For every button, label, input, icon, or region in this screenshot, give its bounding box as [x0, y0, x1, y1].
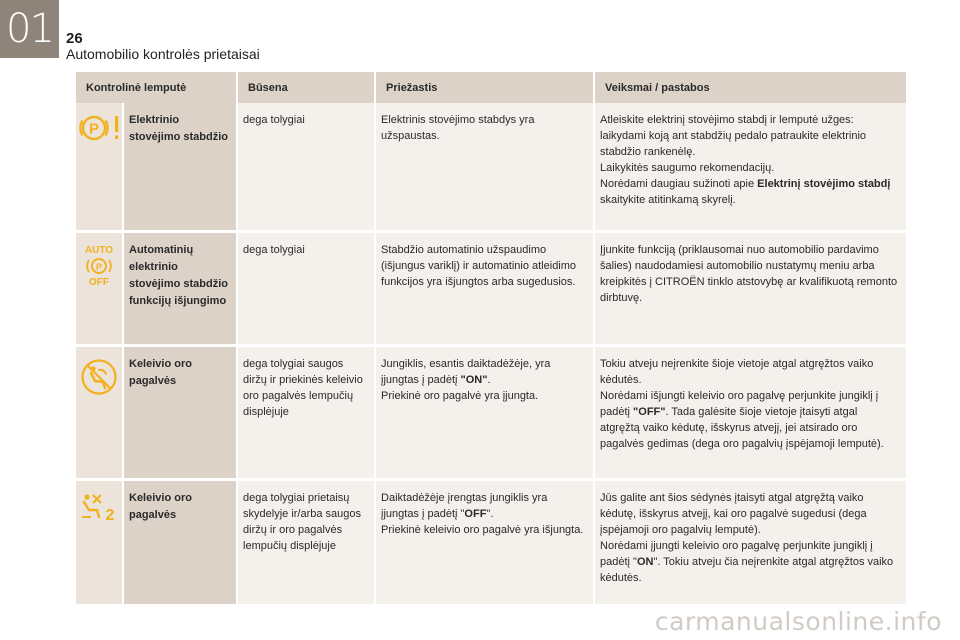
section-reference: Elektrinį stovėjimo stabdį	[757, 178, 891, 190]
cause-cell	[376, 481, 593, 607]
icon-cell	[76, 347, 122, 481]
action-cell: Įjunkite funkciją (priklausomai nuo automobilio pardavimo šalies) naudodamiesi automobilio nustatymų meniu arba kreipkitės į CITROËN tinklo atstovybę ar kvalifikuotą remonto dirbtuvę.	[595, 233, 906, 347]
cause-cell: Elektrinis stovėjimo stabdys yra užspaustas.	[376, 103, 593, 233]
header-warning-light: Kontrolinė lemputė	[76, 72, 236, 103]
icon-cell	[76, 233, 122, 347]
cause-line: Priekinė oro pagalvė yra įjungta.	[381, 390, 539, 402]
switch-position: "ON"	[460, 374, 488, 386]
table-header-row	[76, 72, 906, 103]
watermark: carmanualsonline.info	[654, 607, 942, 636]
icon-cell	[76, 481, 122, 607]
action-line: Atleiskite elektrinį stovėjimo stabdį ir lemputė užges: laikydami koją ant stabdžių pedalo patraukite elektrinio stabdžio rankenėlę.	[600, 114, 867, 158]
action-line: Jūs galite ant šios sėdynės įtaisyti atgal atgręžtą vaiko kėdutę, išskyrus atvejį, kai oro pagalvė sugedusi (dega įspėjamoji oro pagalvių lemputė).	[600, 492, 867, 536]
state-cell: dega tolygiai saugos diržų ir priekinės keleivio oro pagalvės lempučių displėjuje	[238, 347, 374, 481]
cause-line: Daiktadėžėje įrengtas jungiklis yra įjungtas į padėtį "OFF".	[381, 492, 548, 520]
table-row	[76, 103, 906, 233]
chapter-tab: 01	[0, 0, 59, 58]
action-cell	[595, 347, 906, 481]
table-row	[76, 347, 906, 481]
electric-parking-brake-icon	[78, 113, 122, 148]
action-cell	[595, 103, 906, 233]
svg-text:P: P	[88, 120, 100, 138]
cause-cell: Stabdžio automatinio užspaudimo (išjungus variklį) ir automatinio atleidimo funkcijos yra išjungtos arba sugedusios.	[376, 233, 593, 347]
cause-cell	[376, 347, 593, 481]
warning-light-name: Automatinių elektrinio stovėjimo stabdžio funkcijų išjungimo	[124, 233, 236, 347]
passenger-airbag-off-icon	[79, 357, 119, 402]
state-cell: dega tolygiai	[238, 233, 374, 347]
action-line: Tokiu atveju neįrenkite šioje vietoje atgal atgręžtos vaiko kėdutės.	[600, 358, 874, 386]
header-cause: Priežastis	[376, 72, 593, 103]
icon-cell	[76, 103, 122, 233]
switch-position: ON	[636, 556, 654, 568]
switch-position: OFF	[464, 508, 487, 520]
table-row	[76, 233, 906, 347]
warning-lights-table	[74, 72, 908, 607]
action-line: Norėdami įjungti keleivio oro pagalvę perjunkite jungiklį į padėtį "ON". Tokiu atveju čia neįrenkite atgal atgręžtos vaiko kėdutės.	[600, 540, 894, 584]
table-row	[76, 481, 906, 607]
cause-line: Jungiklis, esantis daiktadėžėje, yra įjungtas į padėtį "ON".	[381, 358, 551, 386]
off-icon-label: OFF	[89, 277, 109, 287]
passenger-airbag-deactivated-icon	[79, 491, 119, 528]
warning-light-name: Keleivio oro pagalvės	[124, 481, 236, 607]
auto-icon-label: AUTO	[84, 245, 114, 256]
action-line: Norėdami daugiau sužinoti apie Elektrinį stovėjimo stabdį skaitykite atitinkamą skyrelį.	[600, 178, 891, 206]
auto-off-icon	[79, 243, 119, 292]
page-number: 26	[66, 30, 83, 47]
cause-line: Priekinė keleivio oro pagalvė yra išjungta.	[381, 524, 584, 536]
state-cell: dega tolygiai	[238, 103, 374, 233]
state-cell: dega tolygiai prietaisų skydelyje ir/arba saugos diržų ir oro pagalvės lempučių displėjuje	[238, 481, 374, 607]
action-line: Laikykitės saugumo rekomendacijų.	[600, 162, 775, 174]
action-cell	[595, 481, 906, 607]
page-subtitle: Automobilio kontrolės prietaisai	[66, 46, 260, 62]
header-state: Būsena	[238, 72, 374, 103]
warning-light-name: Elektrinio stovėjimo stabdžio	[124, 103, 236, 233]
header-actions: Veiksmai / pastabos	[595, 72, 906, 103]
switch-position: "OFF"	[633, 406, 666, 418]
svg-text:P: P	[95, 262, 103, 272]
warning-light-name: Keleivio oro pagalvės	[124, 347, 236, 481]
seat-number-label: 2	[105, 507, 115, 523]
action-line: Norėdami išjungti keleivio oro pagalvę perjunkite jungiklį į padėtį "OFF". Tada galėsite šioje vietoje įtaisyti atgal atgręžtą vaiko kėdutę, išskyrus atvejį, jei atsirado oro pagalvės gedimas (dega oro pagalvių įspėjamoji lemputė).	[600, 390, 884, 450]
